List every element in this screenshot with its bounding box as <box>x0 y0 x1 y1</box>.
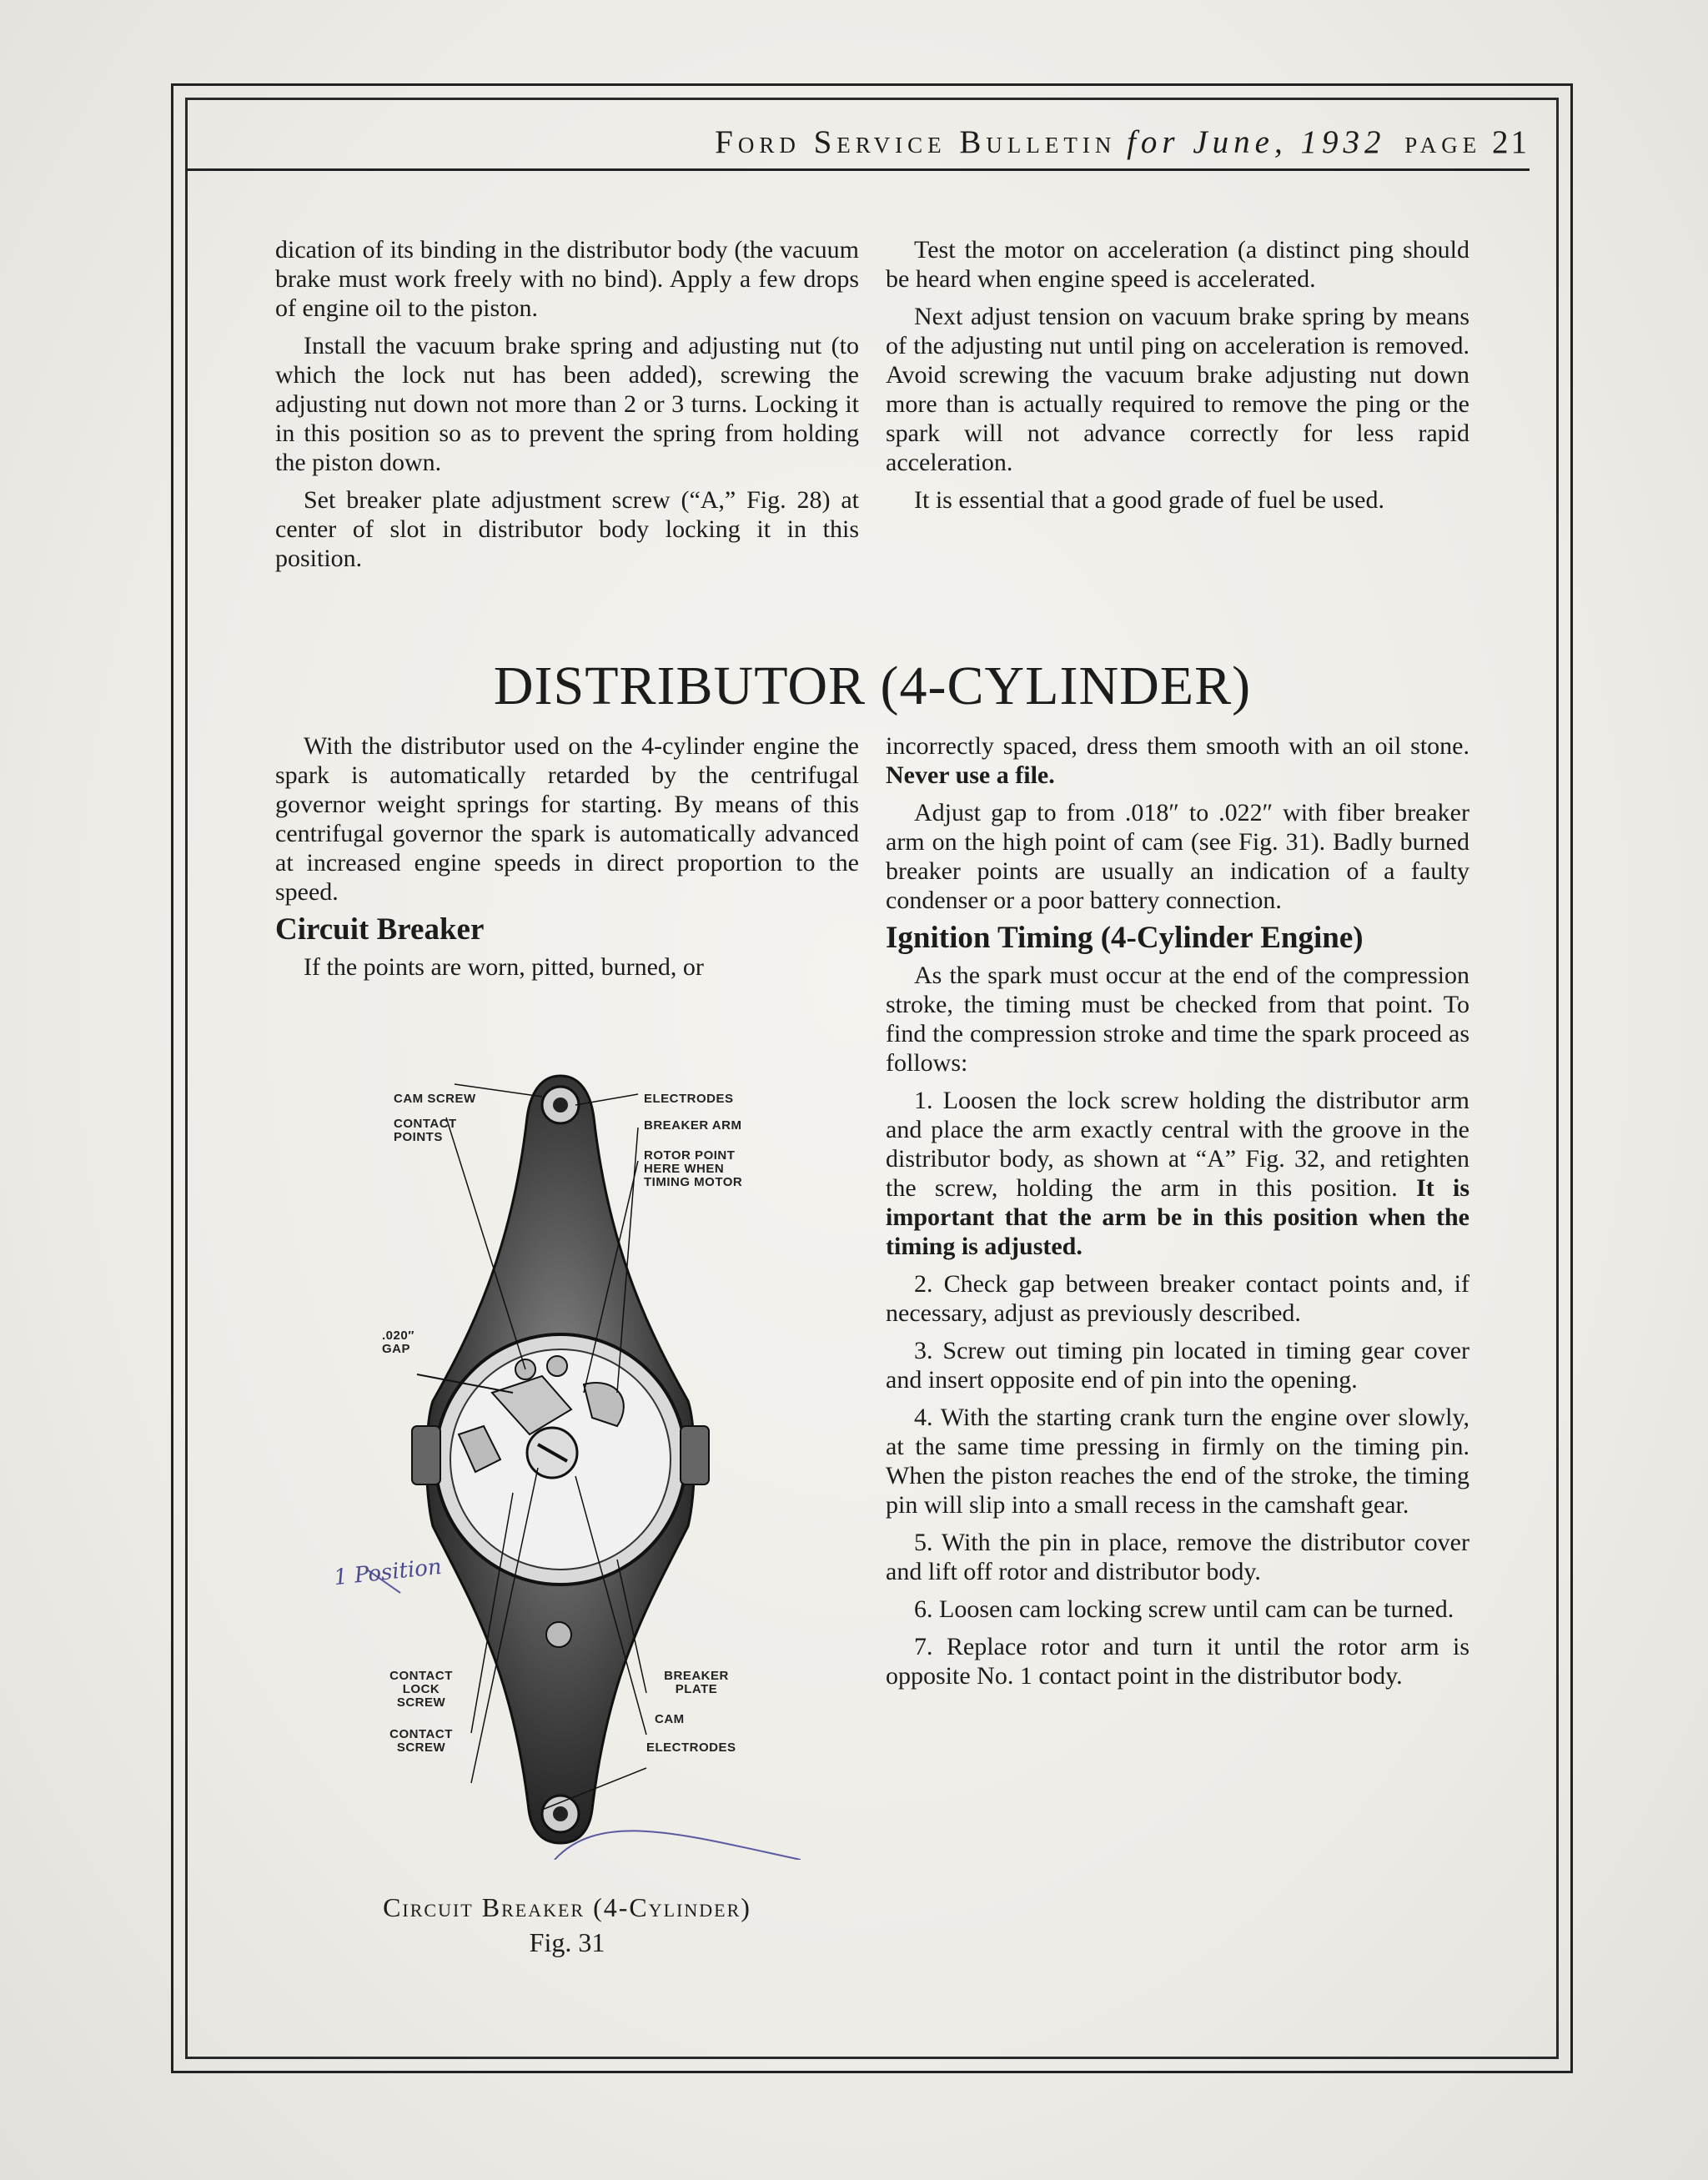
subheading: Ignition Timing (4-Cylinder Engine) <box>886 921 1364 955</box>
label-gap: .020″ GAP <box>382 1329 414 1356</box>
paragraph: Adjust gap to from .018″ to .022″ with fiber breaker arm on the high point of cam (see Fig. 31). Badly burned breaker points are usually an indication of a faulty condenser or a poor battery connection. <box>886 799 1469 914</box>
left-column-top <box>275 235 859 581</box>
paragraph: 2. Check gap between breaker contact points and, if necessary, adjust as previously described. <box>886 1270 1469 1327</box>
paragraph: If the points are worn, pitted, burned, or <box>304 953 704 981</box>
caption-title: Circuit Breaker (4-Cylinder) <box>383 1892 751 1922</box>
page-label: page <box>1404 124 1482 160</box>
label-electrodes-top: ELECTRODES <box>644 1092 734 1106</box>
paragraph: 4. With the starting crank turn the engine over slowly, at the same time pressing in firmly on the timing pin. When the piston reaches the end of the stroke, the timing pin will slip into a small recess in the camshaft gear. <box>886 1404 1469 1519</box>
label-electrodes-bottom: ELECTRODES <box>646 1740 736 1755</box>
paragraph: Install the vacuum brake spring and adjusting nut (to which the lock nut has been added), screwing the adjusting nut down not more than 2 or 3 turns. Locking it in this position so as to prevent the spring from holding the piston down. <box>275 332 859 476</box>
label-cam-screw: CAM SCREW <box>394 1092 476 1106</box>
label-contact-lock-screw: CONTACT LOCK SCREW <box>389 1669 453 1710</box>
label-rotor-point: ROTOR POINT HERE WHEN TIMING MOTOR <box>644 1148 743 1189</box>
left-column-mid <box>275 731 859 990</box>
label-breaker-arm: BREAKER ARM <box>644 1118 742 1133</box>
paragraph: With the distributor used on the 4-cylinder engine the spark is automatically retarded by the centrifugal governor weight springs for starting. By means of this centrifugal governor the spark is automatically advanced at increased engine speeds in direct proportion to the speed. <box>275 732 859 906</box>
label-breaker-plate: BREAKER PLATE <box>664 1669 729 1696</box>
paragraph: Next adjust tension on vacuum brake spring by means of the adjusting nut until ping on acceleration is removed. Avoid screwing the vacuum brake adjusting nut down more than is actually required to remove the ping or the spark will not advance correctly for less rapid acceleration. <box>886 303 1469 476</box>
paragraph <box>886 1086 1469 1261</box>
label-contact-screw: CONTACT SCREW <box>389 1727 453 1755</box>
section-title: DISTRIBUTOR (4-CYLINDER) <box>493 656 1252 716</box>
paragraph: It is essential that a good grade of fuel be used. <box>914 486 1384 514</box>
paragraph: 5. With the pin in place, remove the distributor cover and lift off rotor and distributor body. <box>886 1529 1469 1585</box>
emphasis-text: It is important that the arm be in this position when the timing is adjusted. <box>886 1174 1469 1260</box>
bulletin-date: for June, 1932 <box>1127 124 1386 160</box>
paragraph: dication of its binding in the distributor body (the vacuum brake must work freely with no bind). Apply a few drops of engine oil to the piston. <box>275 236 859 322</box>
circuit-breaker-figure <box>332 1059 801 1860</box>
paragraph: As the spark must occur at the end of the compression stroke, the timing must be checked from that point. To find the compression stroke and time the spark proceed as follows: <box>886 962 1469 1077</box>
figure-caption <box>275 1890 859 1960</box>
emphasis-text: Never use a file. <box>886 761 1055 789</box>
handwritten-note: 1 Position <box>332 1554 443 1591</box>
paragraph: Test the motor on acceleration (a distinct ping should be heard when engine speed is accelerated. <box>886 236 1469 293</box>
right-column-mid <box>886 731 1469 1699</box>
caption-fig-number: Fig. 31 <box>529 1927 605 1957</box>
page-header <box>185 117 1530 171</box>
paragraph: Set breaker plate adjustment screw (“A,” Fig. 28) at center of slot in distributor body locking it in this position. <box>275 486 859 572</box>
label-cam: CAM <box>655 1712 685 1726</box>
bulletin-name: Ford Service Bulletin <box>715 124 1117 160</box>
paragraph-text: incorrectly spaced, dress them smooth with an oil stone. <box>886 732 1469 760</box>
label-contact-points: CONTACT POINTS <box>394 1117 457 1144</box>
paragraph-text: 1. Loosen the lock screw holding the distributor arm and place the arm exactly central with the groove in the distributor body, as shown at “A” Fig. 32, and retighten the screw, holding the arm in this position. <box>886 1087 1469 1202</box>
paragraph: 7. Replace rotor and turn it until the rotor arm is opposite No. 1 contact point in the distributor body. <box>886 1633 1469 1690</box>
subheading: Circuit Breaker <box>275 912 485 947</box>
paragraph: 6. Loosen cam locking screw until cam can be turned. <box>914 1595 1454 1623</box>
page-number: 21 <box>1492 124 1530 160</box>
paragraph: 3. Screw out timing pin located in timing gear cover and insert opposite end of pin into the opening. <box>886 1337 1469 1394</box>
paragraph <box>886 731 1469 790</box>
right-column-top <box>886 235 1469 523</box>
